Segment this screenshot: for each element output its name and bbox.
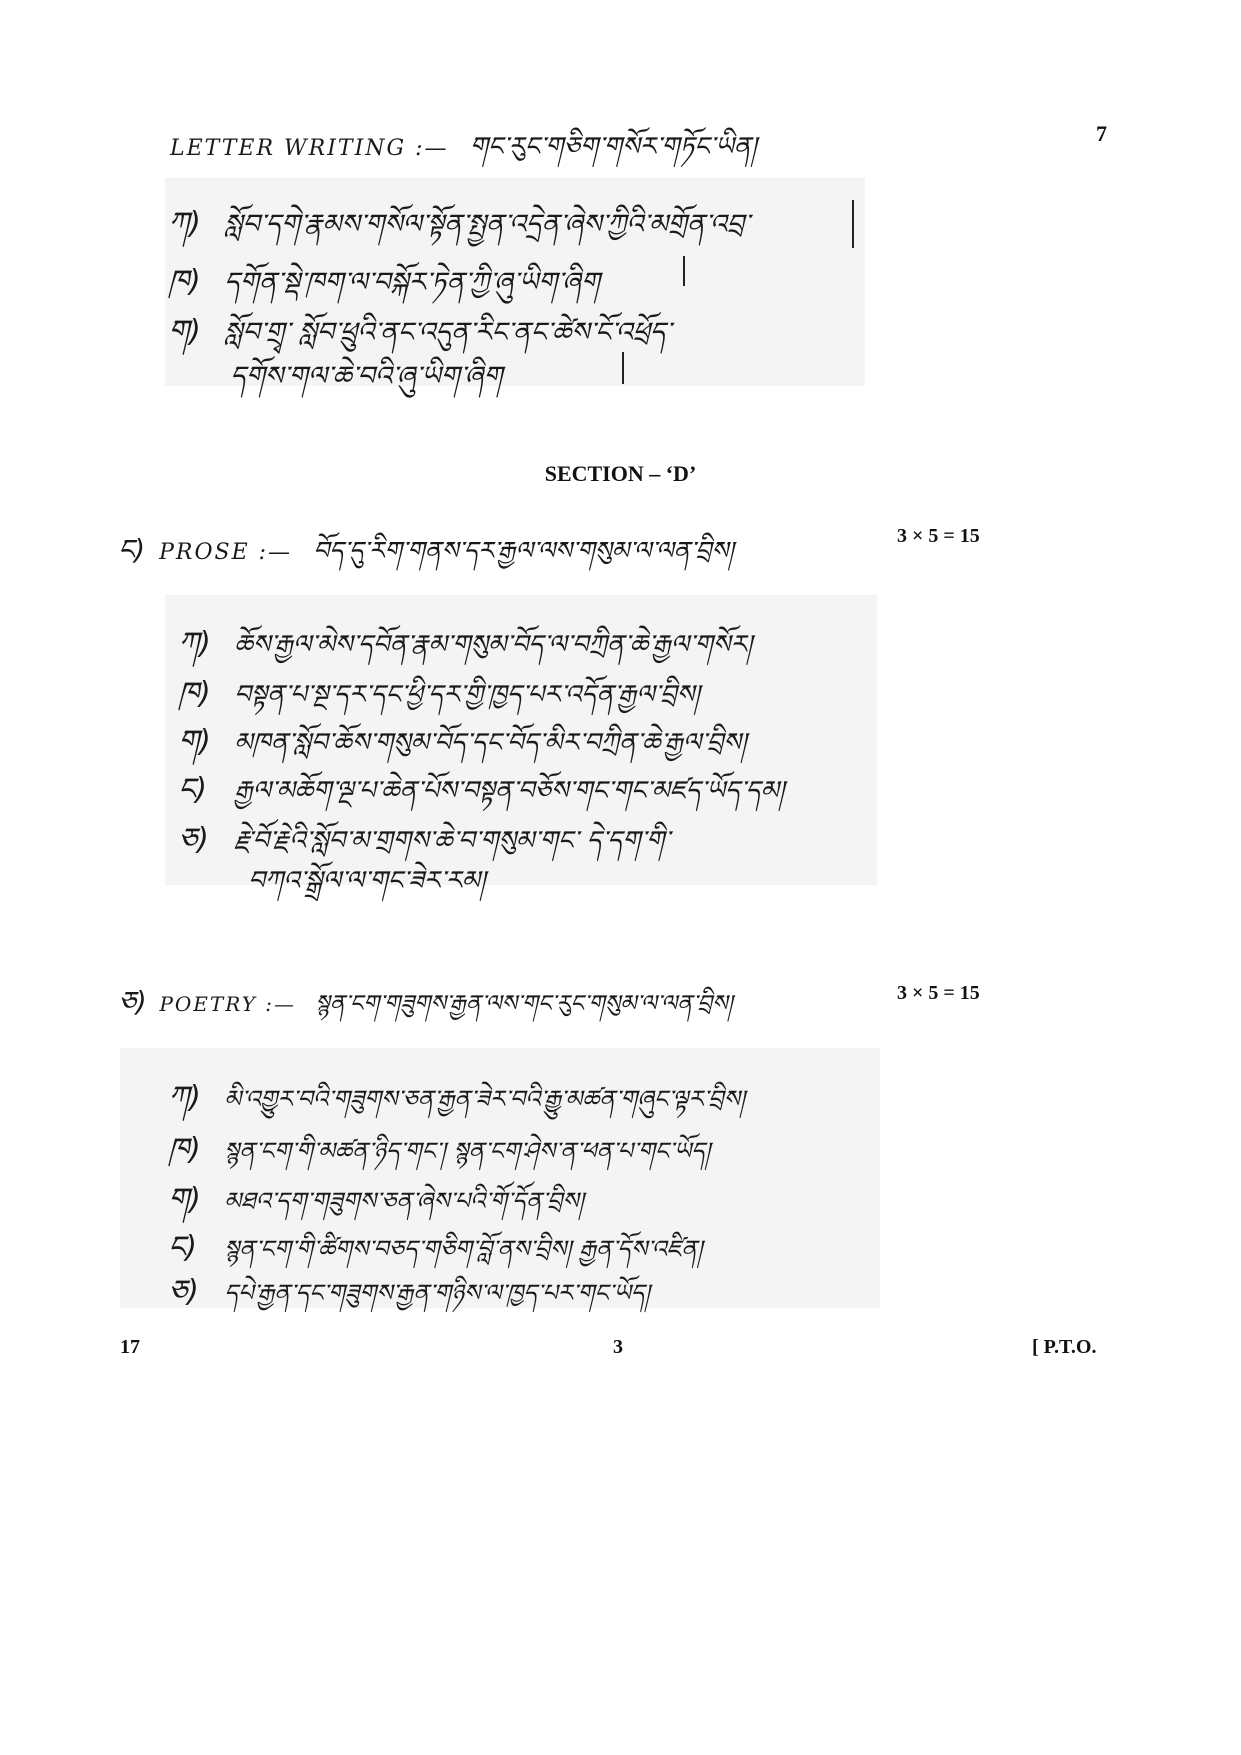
item-number: ཁ) [168, 264, 201, 299]
poetry-label: ཅ) [118, 985, 147, 1018]
prose-label: ང) [118, 533, 146, 566]
section-title: SECTION – ‘D’ [544, 461, 697, 486]
letter-item [230, 346, 502, 422]
item-text: དཔེ་རྒྱན་དང་གཟུགས་རྒྱན་གཉིས་ལ་ཁྱད་པར་གང་ཡོད། [224, 1279, 650, 1307]
item-text: མཁན་སློབ་ཆོས་གསུམ་བོད་དང་བོད་མིར་བཀྲིན་ཆེ་རྒྱལ་བྲིས། [234, 728, 747, 758]
item-number: ག) [178, 724, 211, 759]
poetry-heading-tibetan: སྙན་ངག་གཟུགས་རྒྱན་ལས་གང་རུང་གསུམ་ལ་ལན་བྲིས། [315, 991, 733, 1017]
poetry-heading-latin: POETRY :— [159, 992, 296, 1016]
item-number: ཀ) [168, 1080, 201, 1115]
item-number: ཅ) [168, 1274, 199, 1309]
item-number: ཀ) [168, 206, 201, 241]
item-text: རྒྱལ་མཆོག་ལྔ་པ་ཆེན་པོས་བསྟན་བཅོས་གང་གང་མཛད་ཡོད་དམ། [234, 776, 785, 806]
poetry-item [168, 1258, 650, 1342]
item-text: མཐའ་དག་གཟུགས་ཅན་ཞེས་པའི་གོ་དོན་བྲིས། [224, 1187, 584, 1215]
prose-heading [118, 518, 734, 597]
item-text: སྙན་ངག་གི་ཚིགས་བཅད་གཅིག་བློ་ནས་བྲིས། རྒྱན་དོས་འཛིན། [224, 1235, 703, 1263]
prose-item [248, 852, 485, 925]
page-number-top: 7 [1096, 121, 1107, 146]
item-text: ཆོས་རྒྱལ་མེས་དབོན་རྣམ་གསུམ་བོད་ལ་བཀྲིན་ཆེ་རྒྱལ་གསོར། [234, 630, 753, 660]
item-text: དགོན་སྡེ་ཁག་ལ་བསྐོར་ཏེན་ཀྱི་ཞུ་ཡིག་ཞིག [224, 267, 600, 298]
poetry-marks: 3 × 5 = 15 [897, 982, 980, 1004]
item-text: བཀའ་སྒྲོལ་ལ་གང་ཟེར་རམ། [248, 866, 486, 896]
item-number: ཁ) [178, 676, 211, 711]
prose-heading-latin: PROSE :— [159, 540, 293, 565]
poetry-heading [118, 970, 732, 1049]
shad-mark [683, 256, 685, 286]
item-number: ག) [168, 314, 201, 349]
prose-heading-tibetan: བོད་དུ་རིག་གནས་དར་རྒྱལ་ལས་གསུམ་ལ་ལན་བྲིས། [313, 536, 734, 565]
item-text: སྙན་ངག་གི་མཚན་ཉིད་གང་། སྙན་ངག་ཤེས་ན་ཕན་པ་གང་ཡོད། [224, 1137, 711, 1165]
item-text: སློབ་དགེ་རྣམས་གསོལ་སྟོན་སྤྱན་འདྲེན་ཞེས་ཀྱིའི་མགྲོན་འབྲ་ [224, 209, 750, 240]
item-number: ང) [168, 1230, 198, 1265]
item-text: བསྟན་པ་སྔ་དར་དང་ཕྱི་དར་གྱི་ཁྱད་པར་འདོན་རྒྱལ་བྲིས། [234, 680, 700, 710]
letter-heading-latin: LETTER WRITING :— [170, 136, 449, 161]
item-number: ཁ) [168, 1132, 201, 1167]
item-number: ག) [168, 1182, 201, 1217]
footer-page-number: 3 [613, 1336, 623, 1358]
shad-mark [622, 352, 624, 384]
item-number: ཀ) [178, 626, 211, 661]
item-text: རྗེ་བོ་རྗེའི་སློབ་མ་གྲགས་ཆེ་བ་གསུམ་གང་ དེ་དག་གི་ [234, 826, 670, 856]
item-number: ཅ) [178, 822, 209, 857]
prose-marks: 3 × 5 = 15 [897, 525, 980, 547]
item-text: དགོས་གལ་ཆེ་བའི་ཞུ་ཡིག་ཞིག [230, 361, 503, 392]
letter-heading-tibetan: གང་རུང་གཅིག་གསོར་གཏོང་ཡིན། [469, 132, 757, 162]
item-text: མི་འགྱུར་བའི་གཟུགས་ཅན་རྒྱན་ཟེར་བའི་རྒྱུ་མཚན་གཞུང་ལྟར་བྲིས། [224, 1085, 745, 1113]
item-number: ང) [178, 772, 208, 807]
footer-left-code: 17 [120, 1336, 140, 1358]
shad-mark [852, 200, 854, 248]
footer-pto: [ P.T.O. [1032, 1336, 1097, 1358]
item-text: སློབ་གྲྭ་ སློབ་ཕྲུའི་ནང་འདུན་རིང་ནང་ཚེས་ངོ་འཕྲོད་ [224, 317, 671, 348]
